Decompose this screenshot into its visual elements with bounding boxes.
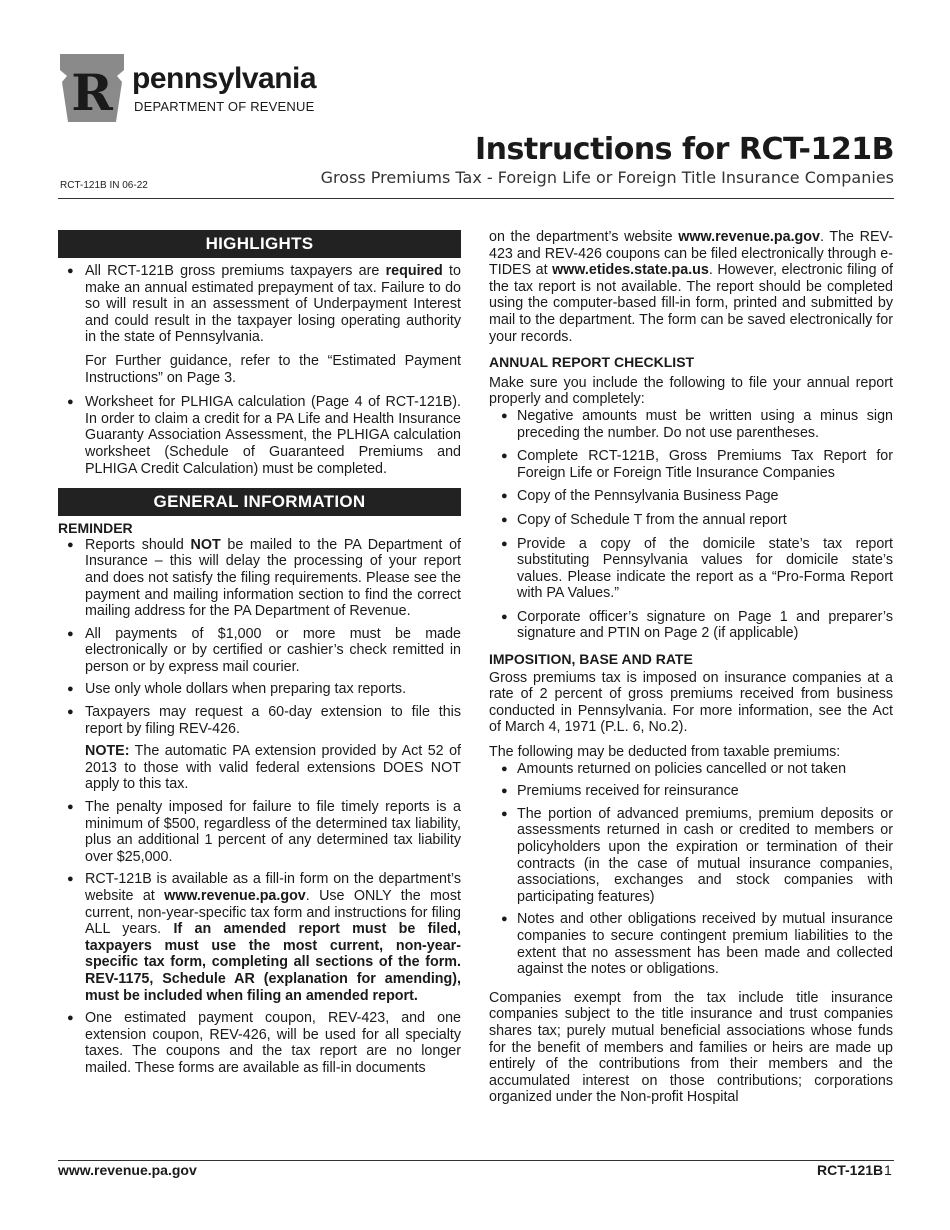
- deductions-intro: The following may be deducted from taxable premiums:: [489, 744, 841, 761]
- left-column: [58, 230, 461, 1077]
- imposition-paragraph: Gross premiums tax is imposed on insurance companies at a rate of 2 percent of gross premiums received from business conducted in Pennsylvania. For more information, see the Act of March 4, 1971 (P.L. 6, No.2).: [489, 669, 893, 736]
- list-item: ● Reports should NOT be mailed to the PA Department of Insurance – this will delay the processing of your report and does not satisfy the filing requirements. Please see the payment and mailing information section to find the correct mailing address for the PA Department of Revenue.: [58, 537, 461, 620]
- list-item: ● Use only whole dollars when preparing tax reports.: [58, 681, 461, 698]
- list-item: ● Provide a copy of the domicile state’s tax report substituting Pennsylvania values for domicile state’s values. Please indicate the report as a “Pro-Forma Report with PA Values.”: [489, 536, 893, 602]
- list-item: ● Copy of Schedule T from the annual report: [489, 512, 893, 529]
- list-item-note: For Further guidance, refer to the “Estimated Payment Instructions” on Page 3.: [85, 352, 461, 386]
- list-item: ● Copy of the Pennsylvania Business Page: [489, 488, 893, 505]
- checklist: [489, 408, 893, 642]
- list-item: ● All payments of $1,000 or more must be made electronically or by certified or cashier’s check remitted in person or by express mail courier.: [58, 626, 461, 676]
- reminder-heading: REMINDER: [58, 520, 133, 537]
- form-revision-id: RCT-121B IN 06-22: [60, 180, 148, 191]
- footer-form-name: RCT-121B: [817, 1162, 884, 1178]
- list-item: ● Amounts returned on policies cancelled or not taken: [489, 761, 893, 778]
- footer-divider: [58, 1160, 894, 1161]
- general-information-heading: GENERAL INFORMATION: [58, 488, 461, 516]
- page-title: Instructions for RCT-121B: [474, 132, 894, 167]
- list-item: ● RCT-121B is available as a fill-in form on the department’s website at www.revenue.pa.gov. Use ONLY the most current, non-year-specific tax form and instructions for filing ALL years. If an amended report must be filed, taxpayers must use the most current, non-year-specific tax form, completing all sections of the form. REV-1175, Schedule AR (explanation for amending), must be included when filing an amended report.: [58, 871, 461, 1004]
- header-divider: [58, 198, 894, 199]
- list-item: ● Complete RCT-121B, Gross Premiums Tax Report for Foreign Life or Foreign Title Insurance Companies: [489, 448, 893, 481]
- deductions-list: [489, 761, 893, 978]
- imposition-heading: IMPOSITION, BASE AND RATE: [489, 651, 693, 668]
- right-column: [489, 229, 893, 1106]
- checklist-intro: Make sure you include the following to file your annual report properly and completely:: [489, 374, 893, 408]
- highlights-list: [58, 263, 461, 477]
- note: NOTE: The automatic PA extension provided by Act 52 of 2013 to those with valid federal extensions DOES NOT apply to this tax.: [85, 743, 461, 793]
- list-item: ● All RCT-121B gross premiums taxpayers are required to make an annual estimated prepayment of tax. Failure to do so will result in an assessment of Underpayment Interest and could result in the taxpayer losing operating authority in the state of Pennsylvania. For Further guidance, refer to the “Estimated Payment Instructions” on Page 3.: [58, 263, 461, 386]
- page-subtitle: Gross Premiums Tax - Foreign Life or Foreign Title Insurance Companies: [320, 168, 894, 187]
- revenue-website-link[interactable]: www.revenue.pa.gov: [164, 888, 306, 904]
- list-item: ● One estimated payment coupon, REV-423, and one extension coupon, REV-426, will be used for all specialty taxes. The coupons and the tax report are no longer mailed. These forms are available as fill-in documents: [58, 1010, 461, 1076]
- list-item: ● The portion of advanced premiums, premium deposits or assessments returned in cash or credited to members or policyholders upon the expiration or termination of their contracts (in the case of mutual insurance companies, associations, exchanges and stock companies with participating features): [489, 806, 893, 906]
- list-item: ● Negative amounts must be written using a minus sign preceding the number. Do not use parentheses.: [489, 408, 893, 441]
- highlights-heading: HIGHLIGHTS: [58, 230, 461, 258]
- department-logo: [58, 52, 358, 124]
- etides-website-link[interactable]: www.etides.state.pa.us: [552, 262, 709, 279]
- exempt-paragraph: Companies exempt from the tax include title insurance companies subject to the title insurance and trust companies shares tax; purely mutual beneficial associations whose funds for the benefit of members and families or heirs are made up entirely of the contributions from their members and the accumulated interest on those contributions; corporations organized under the Non-profit Hospital: [489, 989, 893, 1106]
- list-item: ● Corporate officer’s signature on Page 1 and preparer’s signature and PTIN on Page 2 (if applicable): [489, 609, 893, 642]
- list-item: ● The penalty imposed for failure to file timely reports is a minimum of $500, regardless of the determined tax liability, plus an additional 1 percent of any determined tax liability over $25,000.: [58, 799, 461, 865]
- keystone-logo-icon: [58, 52, 126, 124]
- list-item: ● Taxpayers may request a 60-day extension to file this report by filing REV-426. NOTE: The automatic PA extension provided by Act 52 of 2013 to those with valid federal extensions DOES NOT apply to this tax.: [58, 704, 461, 793]
- logo-letter: R: [71, 63, 113, 122]
- reminder-list: [58, 537, 461, 1077]
- brand-department: DEPARTMENT OF REVENUE: [134, 99, 315, 114]
- continued-paragraph: on the department’s website www.revenue.pa.gov. The REV-423 and REV-426 coupons can be filed electronically through e-TIDES at www.etides.state.pa.us. However, electronic filing of the tax report is not available. The report should be completed using the computer-based fill-in form, printed and submitted by mail to the department. The form can be saved electronically for your records.: [489, 229, 894, 345]
- revenue-website-link[interactable]: www.revenue.pa.gov: [678, 229, 820, 245]
- brand-name: pennsylvania: [132, 62, 317, 95]
- page-number: 1: [884, 1162, 892, 1178]
- list-item: ● Notes and other obligations received by mutual insurance companies to secure contingent premium liabilities to the extent that no assessment has been made and collected against the notes or obligations.: [489, 911, 893, 977]
- footer-website-link[interactable]: www.revenue.pa.gov: [58, 1162, 197, 1178]
- list-item: ● Worksheet for PLHIGA calculation (Page 4 of RCT-121B). In order to claim a credit for a PA Life and Health Insurance Guaranty Association Assessment, the PLHIGA calculation worksheet (Schedule of Guaranteed Premiums and PLHIGA Credit Calculation) must be completed.: [58, 394, 461, 477]
- list-item: ● Premiums received for reinsurance: [489, 783, 893, 800]
- checklist-heading: ANNUAL REPORT CHECKLIST: [489, 354, 695, 371]
